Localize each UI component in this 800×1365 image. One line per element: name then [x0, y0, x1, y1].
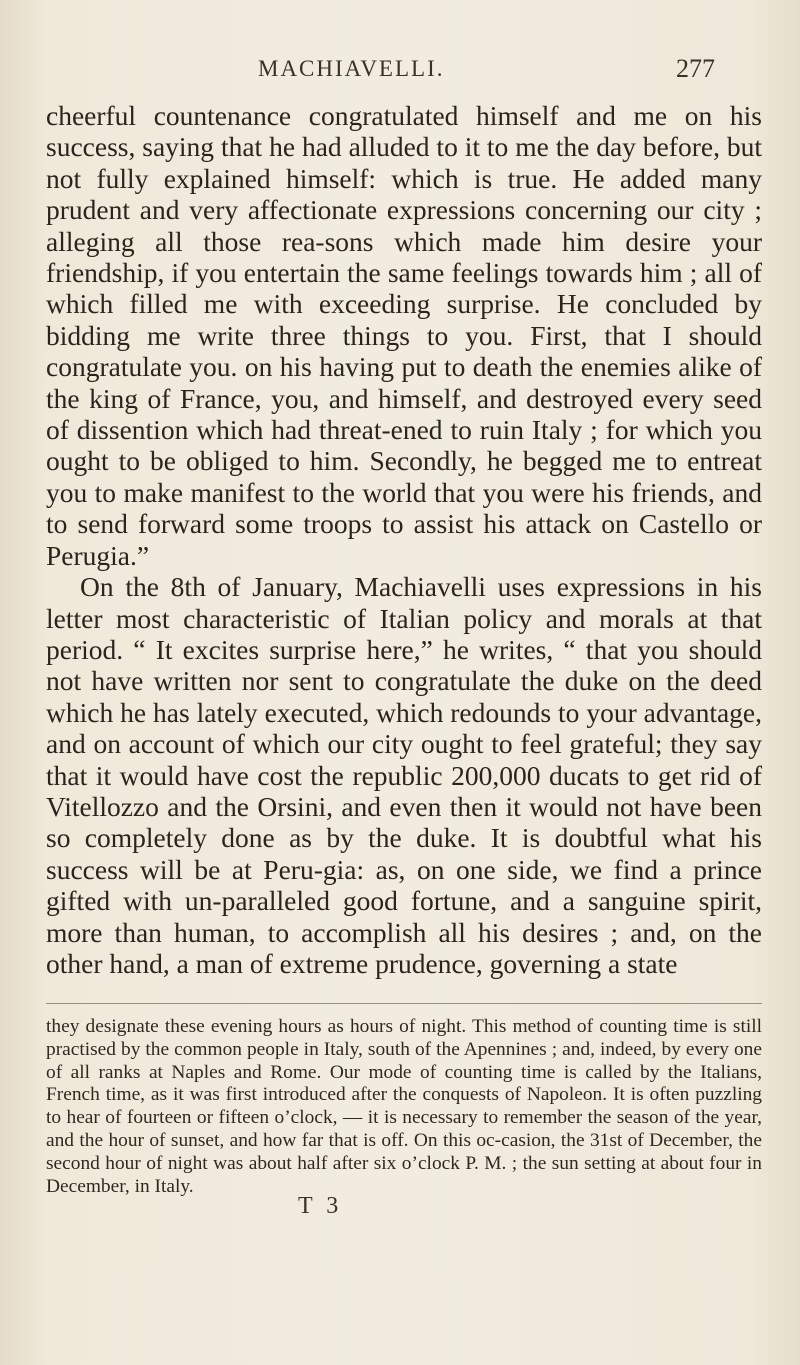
page-header [0, 56, 800, 86]
main-text [46, 100, 762, 979]
running-head: MACHIAVELLI. [258, 56, 445, 81]
paragraph-1: cheerful countenance congratulated himself and me on his success, saying that he had alluded to it to me the day before, but not fully explained himself: which is true. He added many prudent and very affectionate expressions concerning our city ; alleging all those rea-sons which made him desire your friendship, if you entertain the same feelings towards him ; all of which filled me with exceeding surprise. He concluded by bidding me write three things to you. First, that I should congratulate you. on his having put to death the enemies alike of the king of France, you, and himself, and destroyed every seed of dissention which had threat-ened to ruin Italy ; for which you ought to be obliged to him. Secondly, he begged me to entreat you to make manifest to the world that you were his friends, and to send forward some troops to assist his attack on Castello or Perugia.” [46, 100, 762, 571]
signature-mark: T 3 [298, 1193, 343, 1219]
footnote-divider [46, 1003, 762, 1004]
page-number: 277 [676, 54, 715, 83]
paragraph-2: On the 8th of January, Machiavelli uses expressions in his letter most characteristic of Italian policy and morals at that period. “ It excites surprise here,” he writes, “ that you should not have written nor sent to congratulate the duke on the deed which he has lately executed, which redounds to your advantage, and on account of which our city ought to feel grateful; they say that it would have cost the republic 200,000 ducats to get rid of Vitellozzo and the Orsini, and even then it would not have been so completely done as by the duke. It is doubtful what his success will be at Peru-gia: as, on one side, we find a prince gifted with un-paralleled good fortune, and a sanguine spirit, more than human, to accomplish all his desires ; and, on the other hand, a man of extreme prudence, governing a state [46, 571, 762, 979]
footnote-text: they designate these evening hours as hours of night. This method of counting time is still practised by the common people in Italy, south of the Apennines ; and, indeed, by every one of all ranks at Naples and Rome. Our mode of counting time is called by the Italians, French time, as it was first introduced after the conquests of Napoleon. It is often puzzling to hear of fourteen or fifteen o’clock, — it is necessary to remember the season of the year, and the hour of sunset, and how far that is off. On this oc-casion, the 31st of December, the second hour of night was about half after six o’clock P. M. ; the sun setting at about four in December, in Italy. [46, 1016, 762, 1197]
footnote [46, 1016, 762, 1198]
